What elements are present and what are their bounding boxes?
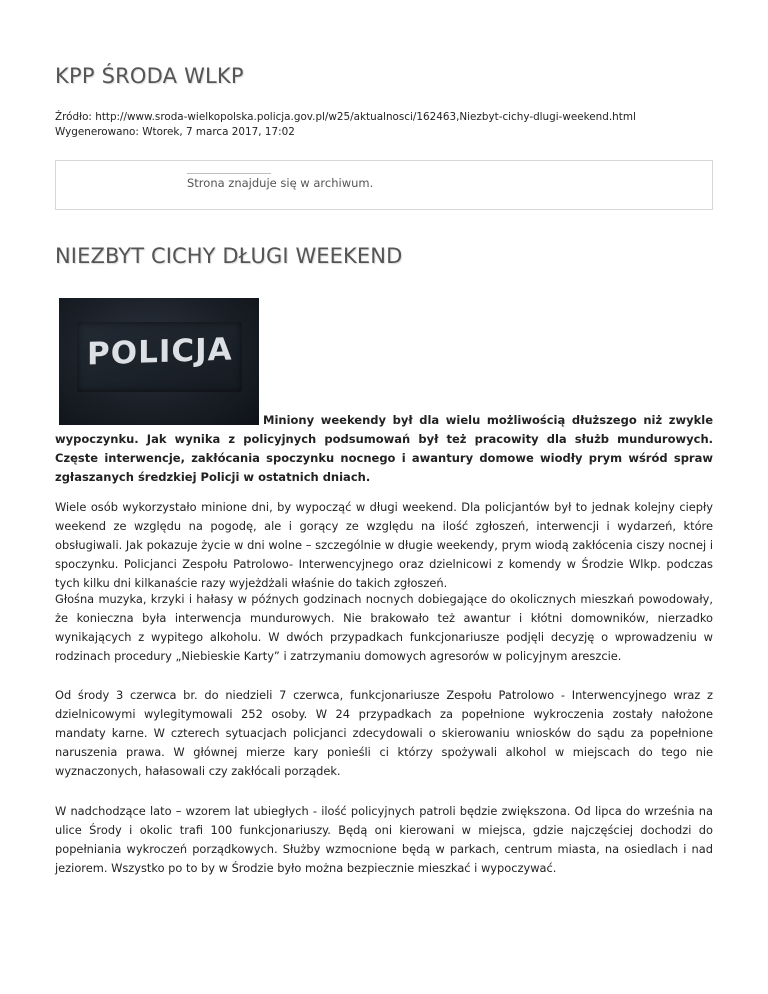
article-title: NIEZBYT CICHY DŁUGI WEEKEND (55, 244, 403, 268)
source-url: Źródło: http://www.sroda-wielkopolska.policja.gov.pl/w25/aktualnosci/162463,Niezbyt-cichy-dlugi-weekend.html (55, 111, 636, 123)
generated-date: Wygenerowano: Wtorek, 7 marca 2017, 17:02 (55, 126, 295, 138)
archive-notice (55, 160, 713, 210)
archive-divider (187, 173, 271, 174)
article-photo (59, 298, 259, 425)
article-paragraph: Wiele osób wykorzystało minione dni, by wypocząć w długi weekend. Dla policjantów był to jednak kolejny ciepły weekend ze względu na pogodę, ale i gorący ze względu na ilość zgłoszeń, interwencji i wydarzeń, które obsługiwali. Jak pokazuje życie w dni wolne – szczególnie w długie weekendy, prym wiodą zakłócenia ciszy nocnej i spoczynku. Policjanci Zespołu Patrolowo- Interwencyjnego oraz dzielnicowi z komendy w Środzie Wlkp. podczas tych kilku dni kilkanaście razy wyjeżdżali właśnie do takich zgłoszeń. (55, 500, 713, 590)
article-paragraph: Od środy 3 czerwca br. do niedzieli 7 czerwca, funkcjonariusze Zespołu Patrolowo - Interwencyjnego wraz z dzielnicowymi wylegitymowali 252 osoby. W 24 przypadkach za popełnione wykroczenia zostały nałożone mandaty karne. W czterech sytuacjach policjanci zdecydowali o skierowaniu wniosków do sądu za popełnione naruszenia prawa. W głównej mierze kary ponieśli ci którzy spożywali alkohol w miejscach do tego nie wyznaczonych, hałasowali czy zakłócali porządek. (55, 688, 713, 778)
police-patch-text: POLICJA (87, 331, 233, 373)
article-paragraph: W nadchodzące lato – wzorem lat ubiegłych - ilość policyjnych patroli będzie zwiększona. Od lipca do września na ulice Środy i okolic trafi 100 funkcjonariuszy. Będą oni kierowani w miejsca, gdzie najczęściej dochodzi do popełniania wykroczeń porządkowych. Służby wzmocnione będą w parkach, centrum miasta, na osiedlach i nad jeziorem. Wszystko po to by w Środzie było można bezpiecznie mieszkać i wypoczywać. (55, 804, 713, 875)
site-title: KPP ŚRODA WLKP (55, 64, 244, 88)
document-meta (55, 110, 636, 140)
article-paragraph: Głośna muzyka, krzyki i hałasy w późnych godzinach nocnych dobiegające do okolicznych mieszkań powodowały, że konieczna była interwencja mundurowych. Nie brakowało też awantur i kłótni domowników, nierzadko wynikających z wypitego alkoholu. W dwóch przypadkach funkcjonariusze podjęli decyzję o wprowadzeniu w rodzinach procedury „Niebieskie Karty” i zatrzymaniu domowych agresorów w policyjnym areszcie. (55, 592, 713, 663)
archive-message: Strona znajduje się w archiwum. (187, 176, 374, 190)
article-lead: Miniony weekendy był dla wielu możliwością dłuższego niż zwykle wypoczynku. Jak wynika z policyjnych podsumowań był też pracowity dla służb mundurowych. Częste interwencje, zakłócania spoczynku nocnego i awantury domowe wiodły prym wśród spraw zgłaszanych średzkiej Policji w ostatnich dniach. (55, 413, 713, 484)
